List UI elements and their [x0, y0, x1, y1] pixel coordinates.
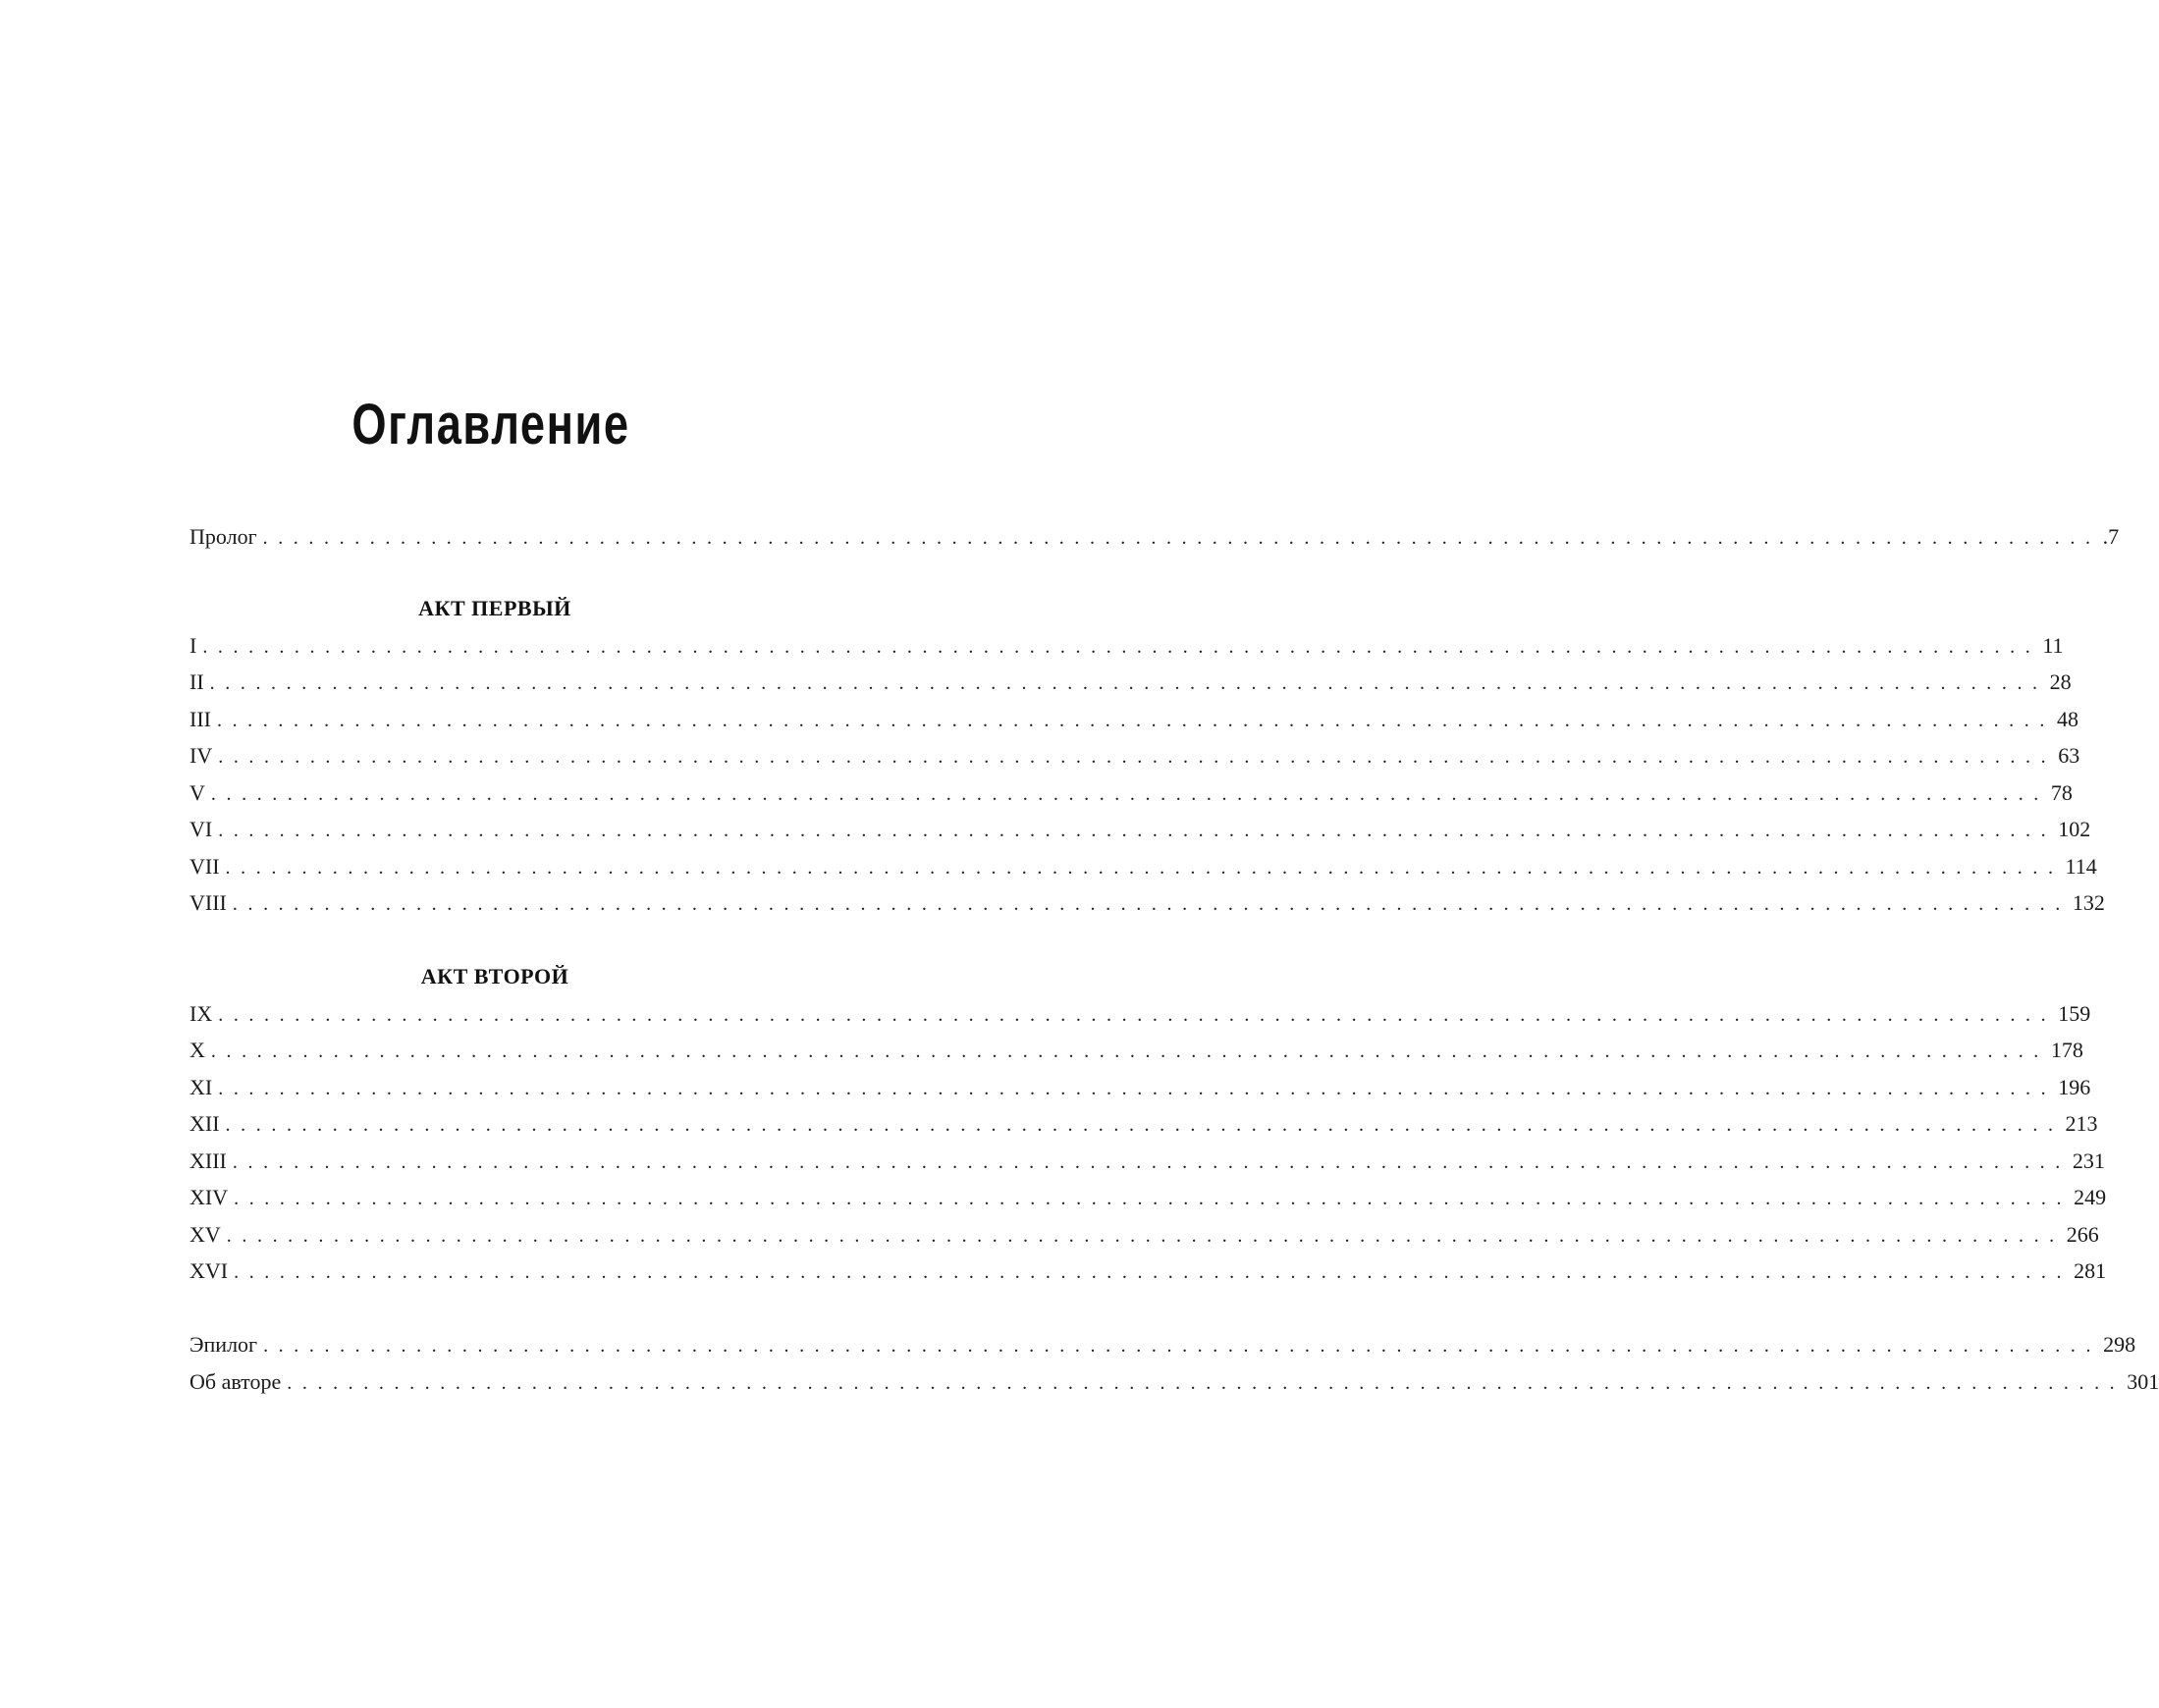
dot-leader: ........................................................................................................................ [218, 1078, 2057, 1099]
toc-entry-label: Эпилог [189, 1332, 258, 1357]
toc-entry-label: V [189, 780, 205, 805]
toc-entry-page: 231 [2072, 1148, 2105, 1173]
dot-leader: ........................................................................................................................ [209, 672, 2048, 694]
toc-entry[interactable] [189, 1145, 2105, 1178]
toc-entry-label: VI [189, 817, 213, 841]
dot-leader: ........................................................................................................................ [202, 636, 2041, 658]
toc-entry-label: VII [189, 854, 220, 879]
toc-entry[interactable] [189, 739, 2080, 773]
toc-entry-page: 298 [2103, 1332, 2136, 1357]
toc-entry-page: 28 [2049, 669, 2072, 694]
toc-entry-page: 132 [2072, 890, 2105, 915]
toc-entry-label: XII [189, 1111, 220, 1136]
dot-leader: ........................................................................................................................ [218, 820, 2057, 841]
toc-entry-page: 266 [2066, 1222, 2099, 1247]
toc-entry-page: 11 [2042, 633, 2064, 658]
toc-entry-label: VIII [189, 890, 227, 915]
toc-entry-page: 114 [2065, 854, 2097, 879]
toc-entry-label: XV [189, 1222, 221, 1247]
dot-leader: ........................................................................................................................ [218, 1004, 2057, 1026]
toc-entry-page: 102 [2058, 817, 2091, 841]
toc-entry[interactable] [189, 850, 2097, 883]
toc-entry[interactable] [189, 813, 2091, 846]
dot-leader: ........................................................................................................................ [225, 857, 2064, 879]
dot-leader: ........................................................................................................................ [218, 746, 2057, 768]
toc-entry-label: XIII [189, 1148, 227, 1173]
dot-leader: ........................................................................................................................ [287, 1372, 2126, 1394]
dot-leader: ........................................................................................................................ [234, 1261, 2073, 1283]
toc-entry-page: 281 [2074, 1258, 2107, 1283]
toc-entry-about-author[interactable] [189, 1365, 2159, 1399]
toc-entry[interactable] [189, 1254, 2107, 1288]
toc-entry[interactable] [189, 703, 2078, 736]
toc-entry[interactable] [189, 1071, 2091, 1104]
toc-entry-page: 48 [2056, 707, 2078, 731]
toc-entry-label: XI [189, 1075, 213, 1099]
toc-entry[interactable] [189, 1034, 2083, 1067]
toc-entry-label: XVI [189, 1258, 229, 1283]
dot-leader: ........................................................................................................................ [232, 1151, 2071, 1173]
toc-entry-label: X [189, 1038, 205, 1062]
toc-entry[interactable] [189, 1107, 2098, 1141]
toc-entry[interactable] [189, 629, 2064, 663]
toc-entry-page: 63 [2058, 743, 2080, 768]
toc-entry-page: 301 [2127, 1369, 2159, 1394]
toc-entry-epilogue[interactable] [189, 1328, 2136, 1361]
toc-entry-label: IV [189, 743, 213, 768]
toc-entry-page: 213 [2065, 1111, 2098, 1136]
toc-entry-page: 249 [2074, 1185, 2107, 1209]
toc-entry-page: 196 [2058, 1075, 2091, 1099]
dot-leader: ........................................................................................................................ [210, 1041, 2049, 1062]
toc-entry-page: 78 [2050, 780, 2073, 805]
toc-entry-label: IX [189, 1001, 213, 1026]
toc-entry-page: 159 [2058, 1001, 2091, 1026]
toc-entry-page: .7 [2102, 524, 2120, 549]
dot-leader: ........................................................................................................................ [263, 1335, 2102, 1357]
toc-entry[interactable] [189, 886, 2105, 920]
dot-leader: ........................................................................................................................ [225, 1114, 2064, 1136]
toc-entry-label: Об авторе [189, 1369, 282, 1394]
page-title: Оглавление [351, 393, 630, 456]
toc-entry[interactable] [189, 1181, 2107, 1214]
toc-entry[interactable] [189, 1218, 2099, 1252]
toc-entry-label: Пролог [189, 524, 257, 549]
dot-leader: ........................................................................................................................ [210, 783, 2049, 805]
toc-entry-prologue[interactable] [189, 520, 2120, 554]
dot-leader: ........................................................................................................................ [234, 1188, 2073, 1209]
toc-entry-page: 178 [2050, 1038, 2083, 1062]
toc-entry-label: III [189, 707, 211, 731]
toc-entry[interactable] [189, 776, 2073, 810]
dot-leader: ........................................................................................................................ [226, 1225, 2065, 1247]
toc-entry[interactable] [189, 666, 2072, 699]
toc-entry-label: I [189, 633, 197, 658]
section-heading-act-1: АКТ ПЕРВЫЙ [418, 596, 571, 620]
toc-entry-label: II [189, 669, 204, 694]
dot-leader: ........................................................................................................................ [232, 893, 2071, 915]
dot-leader: ........................................................................................................................ [262, 527, 2101, 549]
section-heading-act-2: АКТ ВТОРОЙ [420, 964, 569, 988]
toc-entry-label: XIV [189, 1185, 229, 1209]
toc-entry[interactable] [189, 997, 2091, 1031]
dot-leader: ........................................................................................................................ [216, 710, 2055, 731]
